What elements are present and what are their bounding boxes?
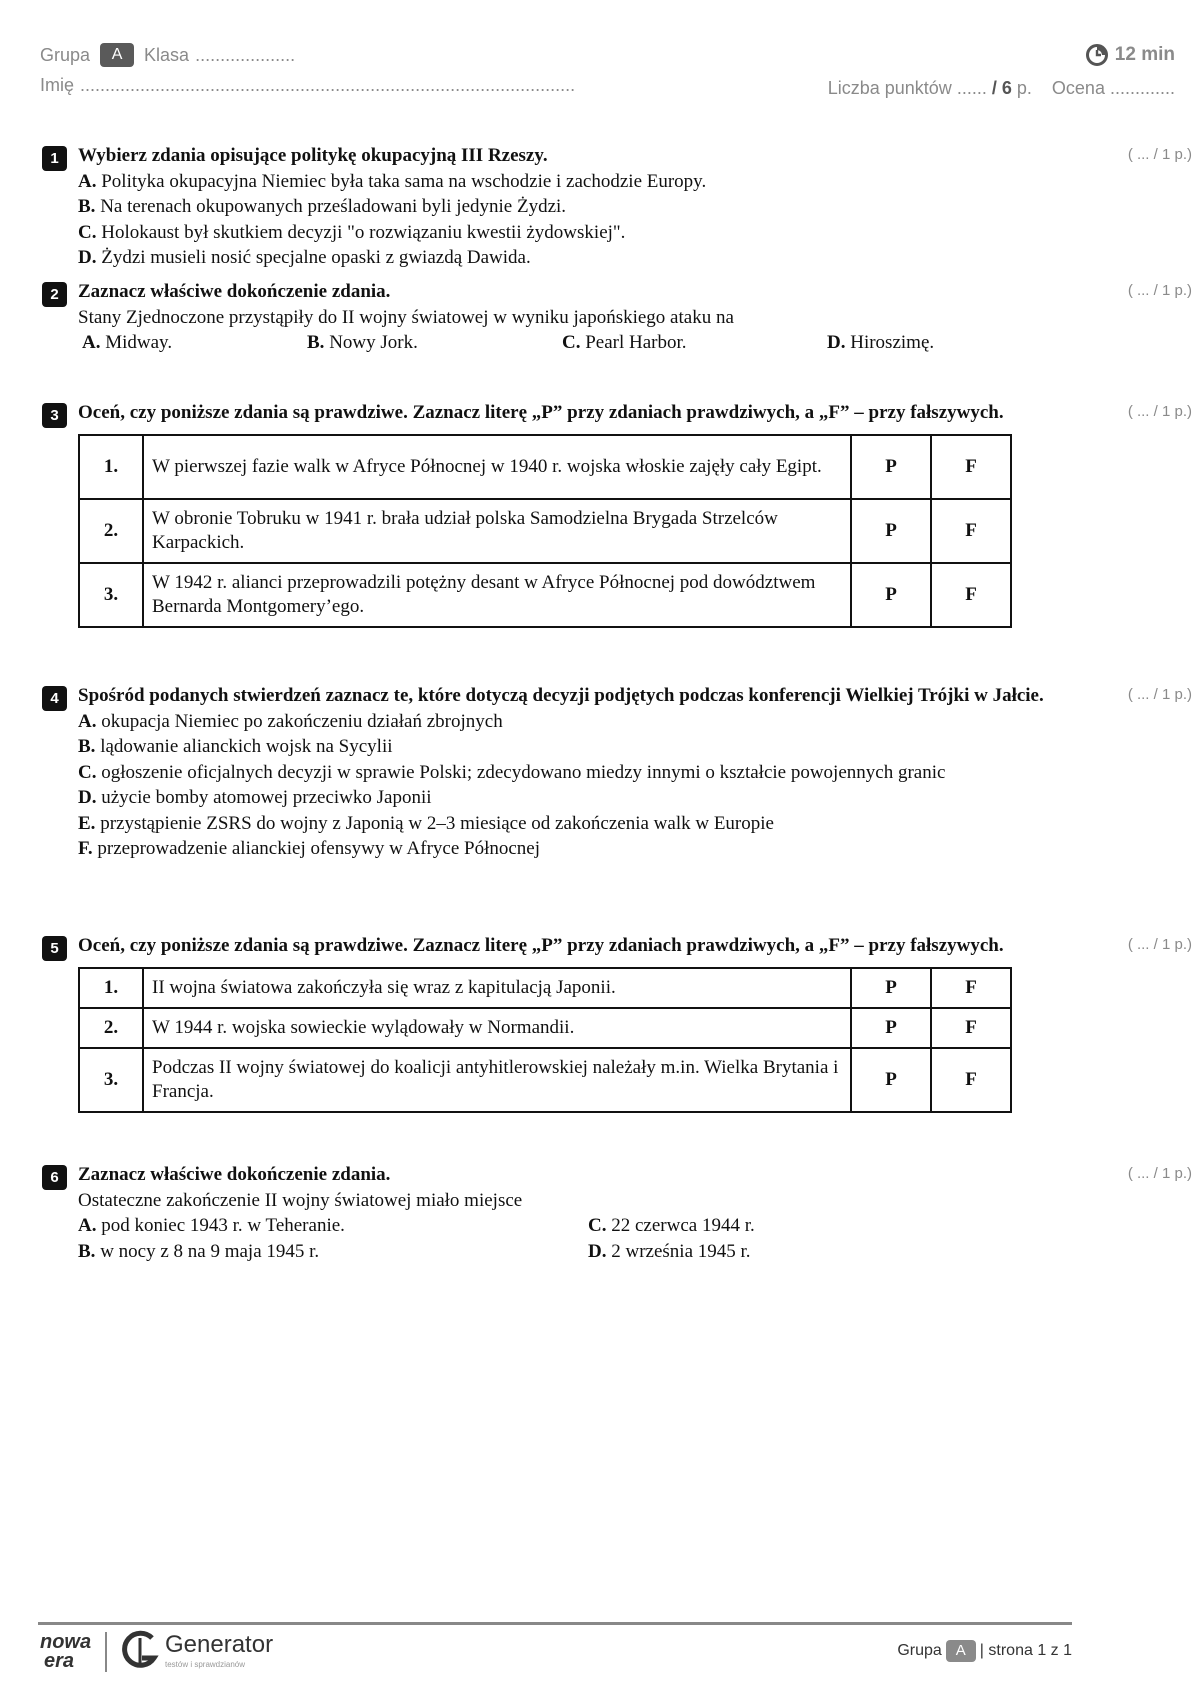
answer-option-d[interactable]: D. 2 września 1945 r. — [588, 1240, 751, 1262]
table-row — [79, 968, 1011, 1008]
generator-logo-icon — [120, 1628, 160, 1672]
question-4 — [42, 683, 1192, 862]
statement-text: W 1944 r. wojska sowieckie wylądowały w Normandii. — [143, 1008, 851, 1048]
question-2 — [42, 279, 1192, 356]
points-field[interactable]: ...... — [956, 78, 987, 98]
question-5 — [42, 933, 1192, 1113]
question-stem: Stany Zjednoczone przystąpiły do II wojny światowej w wyniku japońskiego ataku na — [78, 306, 734, 328]
answer-option-b[interactable]: B. Nowy Jork. — [307, 332, 418, 353]
generator-logo-subtitle: testów i sprawdzianów — [165, 1660, 246, 1669]
answer-option-c[interactable]: C. ogłoszenie oficjalnych decyzji w sprawie Polski; zdecydowano miedzy innymi o kształcie powojennych granic — [78, 761, 946, 783]
answer-option-c[interactable]: C. Pearl Harbor. — [562, 332, 687, 353]
question-points: ( ... / 1 p.) — [1127, 282, 1192, 299]
true-option[interactable]: P — [851, 1008, 931, 1048]
generator-logo-text: Generator — [165, 1631, 274, 1658]
question-number: 6 — [42, 1165, 67, 1190]
name-label: Imię — [40, 74, 75, 95]
statement-text: II wojna światowa zakończyła się wraz z kapitulacją Japonii. — [143, 968, 851, 1008]
answer-option-b[interactable]: B. Na terenach okupowanych prześladowani byli jedynie Żydzi. — [78, 196, 567, 217]
table-row — [79, 1008, 1011, 1048]
question-title: Wybierz zdania opisujące politykę okupacyjną III Rzeszy. — [78, 145, 548, 166]
header-fields — [40, 40, 575, 100]
false-option[interactable]: F — [931, 968, 1011, 1008]
question-number: 3 — [42, 403, 67, 428]
row-number: 3. — [79, 563, 143, 627]
false-option[interactable]: F — [931, 563, 1011, 627]
clock-icon — [1085, 43, 1109, 67]
answer-option-e[interactable]: E. przystąpienie ZSRS do wojny z Japonią w 2–3 miesiące od zakończenia walk w Europie — [78, 812, 774, 834]
table-row — [79, 563, 1011, 627]
row-number: 2. — [79, 499, 143, 563]
class-label: Klasa — [144, 44, 190, 65]
footer-group-badge: A — [946, 1640, 976, 1662]
answer-option-a[interactable]: A. pod koniec 1943 r. w Teheranie. — [78, 1215, 345, 1236]
question-points: ( ... / 1 p.) — [1127, 146, 1192, 163]
footer-group-label: Grupa — [897, 1642, 942, 1659]
statement-text: W pierwszej fazie walk w Afryce Północnej w 1940 r. wojska włoskie zajęły cały Egipt. — [143, 435, 851, 499]
question-number: 1 — [42, 146, 67, 171]
answer-option-d[interactable]: D. Żydzi musieli nosić specjalne opaski z gwiazdą Dawida. — [78, 247, 531, 268]
question-title: Zaznacz właściwe dokończenie zdania. — [78, 1164, 391, 1185]
question-points: ( ... / 1 p.) — [1127, 686, 1192, 703]
points-unit: p. — [1016, 78, 1032, 98]
score-fields — [828, 78, 1175, 99]
answer-option-a[interactable]: A. Midway. — [82, 332, 173, 353]
question-title: Zaznacz właściwe dokończenie zdania. — [78, 281, 391, 302]
footer-divider — [38, 1622, 1072, 1625]
false-option[interactable]: F — [931, 1008, 1011, 1048]
answer-option-d[interactable]: D. Hiroszimę. — [827, 332, 935, 353]
row-number: 2. — [79, 1008, 143, 1048]
statement-text: W obronie Tobruku w 1941 r. brała udział polska Samodzielna Brygada Strzelców Karpackich. — [143, 499, 851, 563]
question-3 — [42, 400, 1192, 628]
statement-text: Podczas II wojny światowej do koalicji antyhitlerowskiej należały m.in. Wielka Brytania i Francja. — [143, 1048, 851, 1112]
group-label: Grupa — [40, 44, 91, 65]
answer-option-a[interactable]: A. Polityka okupacyjna Niemiec była taka sama na wschodzie i zachodzie Europy. — [78, 170, 707, 192]
question-number: 4 — [42, 686, 67, 711]
answer-option-b[interactable]: B. w nocy z 8 na 9 maja 1945 r. — [78, 1240, 320, 1262]
grade-field[interactable]: ............. — [1109, 78, 1175, 98]
row-number: 1. — [79, 968, 143, 1008]
true-option[interactable]: P — [851, 435, 931, 499]
time-value: 12 min — [1114, 44, 1175, 65]
question-title: Oceń, czy poniższe zdania są prawdziwe. Zaznacz literę „P” przy zdaniach prawdziwych, a „F” – przy fałszywych. — [78, 935, 1004, 956]
grade-label: Ocena — [1051, 78, 1105, 98]
statement-text: W 1942 r. alianci przeprowadzili potężny desant w Afryce Północnej pod dowództwem Bernarda Montgomery’ego. — [143, 563, 851, 627]
answer-option-f[interactable]: F. przeprowadzenie alianckiej ofensywy w Afryce Północnej — [78, 838, 541, 859]
true-false-table — [78, 434, 1012, 628]
row-number: 1. — [79, 435, 143, 499]
question-1 — [42, 143, 1192, 271]
true-option[interactable]: P — [851, 968, 931, 1008]
true-false-table — [78, 967, 1012, 1113]
question-6 — [42, 1162, 1192, 1264]
nowa-era-logo: nowa era — [40, 1631, 92, 1672]
true-option[interactable]: P — [851, 499, 931, 563]
row-number: 3. — [79, 1048, 143, 1112]
question-stem: Ostateczne zakończenie II wojny światowej miało miejsce — [78, 1189, 523, 1211]
answer-option-d[interactable]: D. użycie bomby atomowej przeciwko Japonii — [78, 787, 432, 808]
name-field[interactable]: ................................................................................................... — [80, 74, 576, 95]
table-row — [79, 1048, 1011, 1112]
question-points: ( ... / 1 p.) — [1127, 936, 1192, 953]
question-title: Spośród podanych stwierdzeń zaznacz te, które dotyczą decyzji podjętych podczas konferencji Wielkiej Trójki w Jałcie. — [78, 685, 1044, 706]
false-option[interactable]: F — [931, 499, 1011, 563]
table-row — [79, 435, 1011, 499]
points-label: Liczba punktów — [827, 78, 952, 98]
time-limit — [1085, 43, 1175, 67]
true-option[interactable]: P — [851, 563, 931, 627]
answer-option-a[interactable]: A. okupacja Niemiec po zakończeniu działań zbrojnych — [78, 710, 503, 732]
page-footer-info — [897, 1640, 1072, 1662]
page-number: | strona 1 z 1 — [979, 1642, 1072, 1659]
true-option[interactable]: P — [851, 1048, 931, 1112]
answer-option-c[interactable]: C. 22 czerwca 1944 r. — [588, 1215, 755, 1236]
question-points: ( ... / 1 p.) — [1127, 403, 1192, 420]
points-max: / 6 — [991, 78, 1012, 98]
answer-option-b[interactable]: B. lądowanie alianckich wojsk na Sycylii — [78, 736, 393, 757]
group-badge: A — [100, 43, 134, 67]
false-option[interactable]: F — [931, 435, 1011, 499]
question-title: Oceń, czy poniższe zdania są prawdziwe. Zaznacz literę „P” przy zdaniach prawdziwych, a „F” – przy fałszywych. — [78, 402, 1004, 423]
class-field[interactable]: .................... — [195, 44, 296, 65]
question-points: ( ... / 1 p.) — [1127, 1165, 1192, 1182]
question-number: 2 — [42, 282, 67, 307]
question-number: 5 — [42, 936, 67, 961]
false-option[interactable]: F — [931, 1048, 1011, 1112]
logo-separator — [105, 1632, 107, 1672]
answer-option-c[interactable]: C. Holokaust był skutkiem decyzji "o rozwiązaniu kwestii żydowskiej". — [78, 221, 626, 243]
table-row — [79, 499, 1011, 563]
